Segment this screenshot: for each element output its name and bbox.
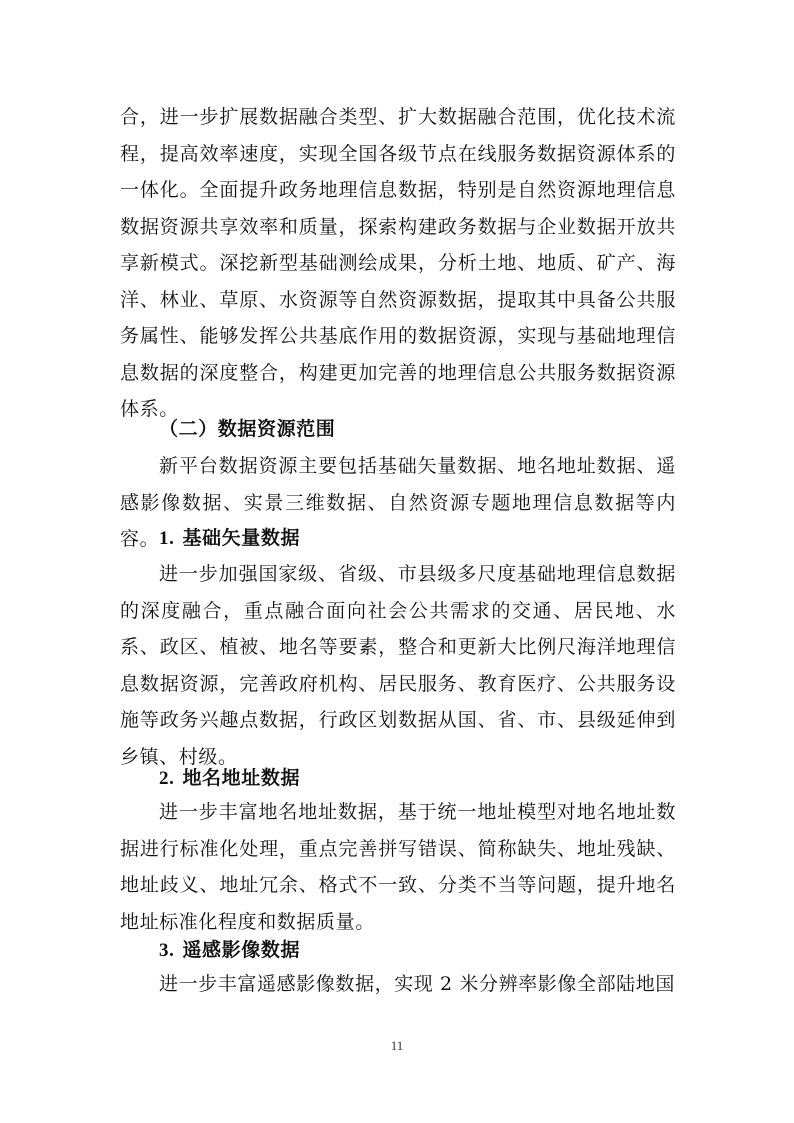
subsection-title-3: 遥感影像数据: [182, 939, 301, 961]
subsection-heading-2: [159, 760, 300, 798]
subsection-number-2: 2.: [159, 768, 175, 789]
subsection-number-1: 1.: [159, 528, 175, 549]
body-paragraph-1: 合，进一步扩展数据融合类型、扩大数据融合范围，优化技术流程，提高效率速度，实现全国各级节点在线服务数据资源体系的一体化。全面提升政务地理信息数据，特别是自然资源地理信息数据资源共享效率和质量，探索构建政务数据与企业数据开放共享新模式。深挖新型基础测绘成果，分析土地、地质、矿产、海洋、林业、草原、水资源等自然资源数据，提取其中具备公共服务属性、能够发挥公共基底作用的数据资源，实现与基础地理信息数据的深度整合，构建更加完善的地理信息公共服务数据资源体系。: [120, 106, 676, 420]
subsection-title-2: 地名地址数据: [182, 767, 301, 789]
section-heading: （二）数据资源范围: [159, 418, 336, 440]
subsection-heading-3: [159, 932, 300, 970]
body-paragraph-4: 进一步丰富地名地址数据，基于统一地址模型对地名地址数据进行标准化处理，重点完善拼写错误、简称缺失、地址残缺、地址歧义、地址冗余、格式不一致、分类不当等问题，提升地名地址标准化程度和数据质量。: [120, 801, 676, 933]
subsection-heading-1: [159, 520, 300, 558]
subsection-title-1: 基础矢量数据: [182, 527, 301, 549]
body-paragraph-5: 进一步丰富遥感影像数据，实现 2 米分辨率影像全部陆地国: [159, 973, 675, 995]
subsection-number-3: 3.: [159, 940, 175, 961]
body-paragraph-2: 新平台数据资源主要包括基础矢量数据、地名地址数据、遥感影像数据、实景三维数据、自然资源专题地理信息数据等内容。: [120, 455, 676, 550]
body-paragraph-3: 进一步加强国家级、省级、市县级多尺度基础地理信息数据的深度融合，重点融合面向社会公共需求的交通、居民地、水系、政区、植被、地名等要素，整合和更新大比例尺海洋地理信息数据资源，完善政府机构、居民服务、教育医疗、公共服务设施等政务兴趣点数据，行政区划数据从国、省、市、县级延伸到乡镇、村级。: [120, 563, 676, 768]
page-number: 11: [390, 1038, 404, 1053]
